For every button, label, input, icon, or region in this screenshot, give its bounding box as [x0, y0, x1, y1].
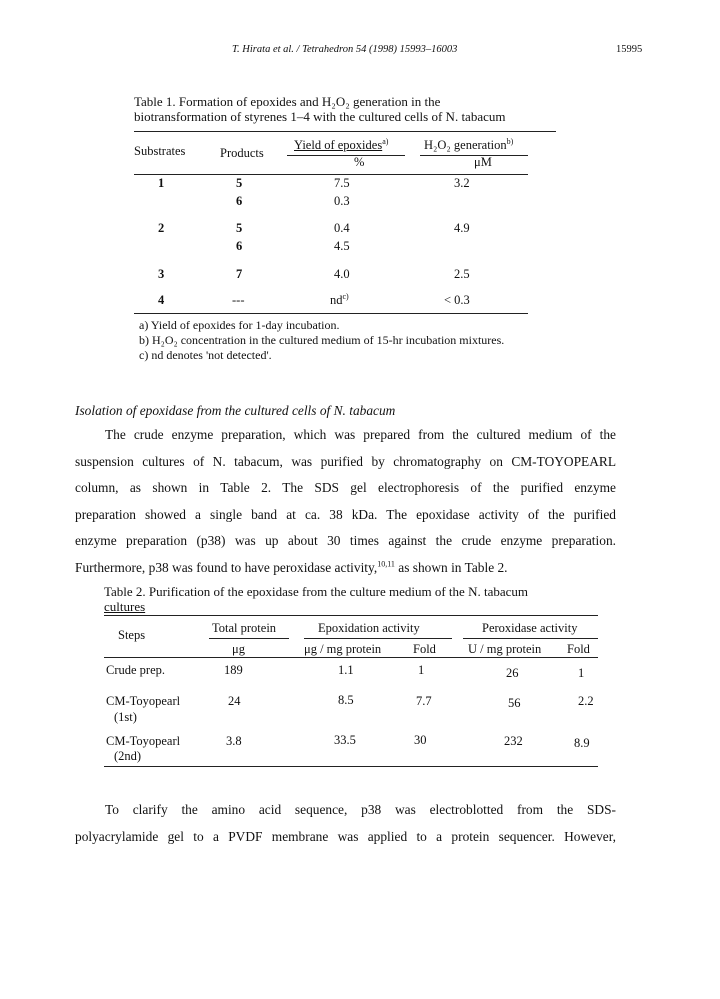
paragraph-line: enzyme preparation (p38) was up about 30 times against the crude enzyme preparation.	[75, 533, 616, 548]
table1-cell-yield: 0.4	[334, 221, 350, 235]
table2-header-epoxidation: Epoxidation activity	[318, 621, 420, 635]
table2-subheader-fold: Fold	[567, 642, 590, 656]
table1-header-products: Products	[220, 146, 264, 160]
table1-cell-product: 5	[236, 176, 243, 190]
table1-cell-product: 6	[236, 194, 243, 208]
table2-cell-epox-fold: 7.7	[416, 694, 432, 708]
table2-cell-epox-fold: 30	[414, 733, 427, 747]
journal-citation: T. Hirata et al. / Tetrahedron 54 (1998) 15993–16003	[232, 44, 458, 55]
table2-subheader-ug-mg: μg / mg protein	[304, 642, 382, 656]
table2-cell-perox-fold: 2.2	[578, 694, 594, 708]
table1-unit-percent: %	[354, 155, 365, 169]
table2-top-rule	[104, 615, 598, 616]
table2-perox-underline	[463, 638, 598, 639]
table2-caption-line1: Table 2. Purification of the epoxidase from the culture medium of the N. tabacum	[104, 584, 528, 599]
table1-header-h2o2: H₂O₂ generation$^{b)}$	[424, 136, 514, 152]
section-title: Isolation of epoxidase from the cultured cells of N. tabacum	[75, 403, 396, 418]
table2-header-total-protein: Total protein	[212, 621, 277, 635]
paragraph-line: Furthermore, p38 was found to have peroxidase activity,$^{10,11}$ as shown in Table 2.	[75, 559, 508, 575]
citation-ref: 10,11	[377, 559, 395, 569]
table2-cell-perox: 26	[506, 666, 519, 680]
table1-cell-yield: 4.5	[334, 239, 350, 253]
table1-caption	[134, 94, 594, 124]
table1-h2o2-underline	[420, 155, 528, 156]
table1-note: a) Yield of epoxides for 1-day incubation.	[139, 318, 340, 332]
table1-top-rule	[134, 131, 556, 132]
table1-cell-substrate: 1	[158, 176, 165, 190]
table1-note: b) H₂O₂ concentration in the cultured medium of 15-hr incubation mixtures.	[139, 333, 505, 347]
table1-cell-product: ---	[232, 293, 245, 307]
table2-caption	[104, 584, 624, 614]
table2-cell-perox-fold: 1	[578, 666, 585, 680]
table1-notes	[139, 318, 609, 363]
table1-cell-product: 6	[236, 239, 243, 253]
table1-unit-um: μM	[474, 155, 492, 169]
table1-caption-line2: biotransformation of styrenes 1–4 with the cultured cells of N. tabacum	[134, 109, 506, 124]
table2-subheader-u-mg: U / mg protein	[468, 642, 542, 656]
running-head	[0, 44, 720, 58]
table2-cell-epox-fold: 1	[418, 663, 425, 677]
table1-cell-yield: 4.0	[334, 267, 350, 281]
table1-cell-substrate: 2	[158, 221, 165, 235]
table2-caption-line2: cultures	[104, 599, 146, 614]
table2-bottom-rule	[104, 766, 598, 767]
table1-cell-substrate: 3	[158, 267, 165, 281]
paragraph-line: The crude enzyme preparation, which was prepared from the cultured medium of the	[105, 427, 616, 442]
table1-cell-h2o2: 3.2	[454, 176, 470, 190]
table1-cell-h2o2: < 0.3	[444, 293, 470, 307]
table2-cell-epox: 8.5	[338, 693, 354, 707]
table1-cell-yield: $nd^{c)}$	[330, 291, 349, 307]
table1-cell-product: 5	[236, 221, 243, 235]
table1-cell-h2o2: 2.5	[454, 267, 470, 281]
table2-cell-step-sub: (1st)	[114, 710, 137, 724]
paragraph-line: preparation showed a single band at ca. 38 kDa. The epoxidase activity of the purified	[75, 506, 616, 522]
table2-header-steps: Steps	[118, 628, 146, 642]
table2-header-rule	[104, 657, 598, 658]
table1-bottom-rule	[134, 313, 528, 314]
table2-cell-perox: 232	[504, 734, 523, 748]
table1-cell-yield: 7.5	[334, 176, 350, 190]
table2-cell-step: Crude prep.	[106, 663, 166, 677]
table1-header-yield: Yield of epoxides$^{a)}$	[294, 136, 389, 152]
table1-yield-underline	[287, 155, 405, 156]
table1-header-substrates: Substrates	[134, 144, 186, 158]
table2-epox-underline	[304, 638, 452, 639]
table2-cell-protein: 189	[224, 663, 243, 677]
table2-subheader-fold: Fold	[413, 642, 436, 656]
page-number: 15995	[616, 44, 643, 55]
table2-cell-step: CM-Toyopearl	[106, 694, 181, 708]
paragraph-line: polyacrylamide gel to a PVDF membrane was applied to a protein sequencer. However,	[75, 828, 616, 844]
paragraph-line: column, as shown in Table 2. The SDS gel electrophoresis of the purified enzyme	[75, 480, 616, 495]
table1-caption-line1: Table 1. Formation of epoxides and H₂O₂ generation in the	[134, 94, 441, 109]
table2-cell-protein: 24	[228, 694, 241, 708]
table2-subheader-ug: μg	[232, 642, 245, 656]
table2-cell-perox: 56	[508, 696, 521, 710]
table2-cell-step: CM-Toyopearl	[106, 734, 181, 748]
table2-cell-step-sub: (2nd)	[114, 749, 142, 763]
table2-protein-underline	[209, 638, 289, 639]
paragraph-1	[75, 422, 616, 581]
table2-cell-perox-fold: 8.9	[574, 736, 590, 750]
table1-header-rule	[134, 174, 528, 175]
paragraph-line: suspension cultures of N. tabacum, was purified by chromatography on CM-TOYOPEARL	[75, 453, 616, 469]
table1-cell-product: 7	[236, 267, 243, 281]
table1-cell-h2o2: 4.9	[454, 221, 470, 235]
table2-cell-epox: 33.5	[334, 733, 356, 747]
table1-cell-substrate: 4	[158, 293, 165, 307]
paragraph-2	[75, 797, 616, 850]
table1-cell-yield: 0.3	[334, 194, 350, 208]
table2-cell-epox: 1.1	[338, 663, 354, 677]
table1-note: c) nd denotes 'not detected'.	[139, 348, 272, 362]
table2-header-peroxidase: Peroxidase activity	[482, 621, 578, 635]
table2-cell-protein: 3.8	[226, 734, 242, 748]
paragraph-line: To clarify the amino acid sequence, p38 was electroblotted from the SDS-	[105, 802, 616, 817]
